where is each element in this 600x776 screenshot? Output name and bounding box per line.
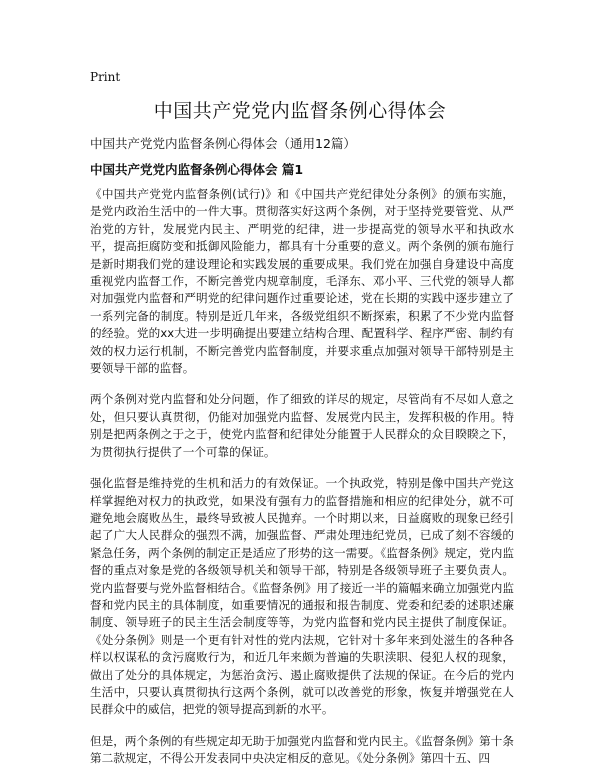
document-subtitle: 中国共产党党内监督条例心得体会（通用12篇）	[90, 136, 356, 151]
article-body	[90, 186, 514, 776]
paragraph-4: 但是，两个条例的有些规定却无助于加强党内监督和党内民主。《监督条例》第十条第二款规定，不得公开发表同中央决定相反的意见。《处分条例》第四十五、四	[90, 733, 514, 766]
paragraph-1: 《中国共产党党内监督条例(试行)》和《中国共产党纪律处分条例》的颁布实施，是党内政治生活中的一件大事。贯彻落实好这两个条例，对于坚持党要管党、从严治党的方针，发展党内民主、严明党的纪律，进一步提高党的领导水平和执政水平，提高拒腐防变和抵御风险能力，都具有十分重要的意义。两个条例的颁布施行是新时期我们党的建设理论和实践发展的重要成果。我们党在加强自身建设中高度重视党内监督工作，不断完善党内规章制度，毛泽东、邓小平、三代党的领导人都对加强党内监督和严明党的纪律问题作过重要论述，党在长期的实践中逐步建立了一系列完备的制度。特别是近几年来，各级党组织不断探索，积累了不少党内监督的经验。党的xx大进一步明确提出要建立结构合理、配置科学、程序严密、制约有效的权力运行机制，不断完善党内监督制度，并要求重点加强对领导干部特别是主要领导干部的监督。	[90, 187, 514, 376]
page-title: 中国共产党党内监督条例心得体会	[153, 100, 447, 122]
section-heading: 中国共产党党内监督条例心得体会 篇1	[90, 162, 304, 177]
paragraph-2: 两个条例对党内监督和处分问题，作了细致的详尽的规定，尽管尚有不尽如人意之处，但只要认真贯彻，仍能对加强党内监督、发展党内民主，发挥积极的作用。特别是把两条例之于之于，使党内监督和纪律处分能置于人民群众的众目睽睽之下，为贯彻执行提供了一个可靠的保证。	[90, 392, 514, 459]
print-link[interactable]: Print	[90, 70, 121, 84]
paragraph-3: 强化监督是维持党的生机和活力的有效保证。一个执政党，特别是像中国共产党这样掌握绝对权力的执政党，如果没有强有力的监督措施和相应的纪律处分，就不可避免地会腐败丛生，最终导致被人民抛弃。一个时期以来，日益腐败的现象已经引起了广大人民群众的强烈不满，加强监督、严肃处理违纪党员，已成了刻不容缓的紧急任务，两个条例的制定正是适应了形势的这一需要。《监督条例》规定，党内监督的重点对象是党的各级领导机关和领导干部，特别是各级领导班子主要负责人。党内监督要与党外监督相结合。《监督条例》用了接近一半的篇幅来确立加强党内监督和党内民主的具体制度，如重要情况的通报和报告制度、党委和纪委的述职述廉制度、领导班子的民主生活会制度等等，为党内监督和党内民主提供了制度保证。《处分条例》则是一个更有针对性的党内法规，它针对十多年来到处滋生的各种各样以权谋私的贪污腐败行为，和近几年来颇为普遍的失职渎职、侵犯人权的现象，做出了处分的具体规定，为惩治贪污、遏止腐败提供了法规的保证。在今后的党内生活中，只要认真贯彻执行这两个条例，就可以改善党的形象，恢复并增强党在人民群众中的威信，把党的领导提高到新的水平。	[90, 476, 514, 717]
